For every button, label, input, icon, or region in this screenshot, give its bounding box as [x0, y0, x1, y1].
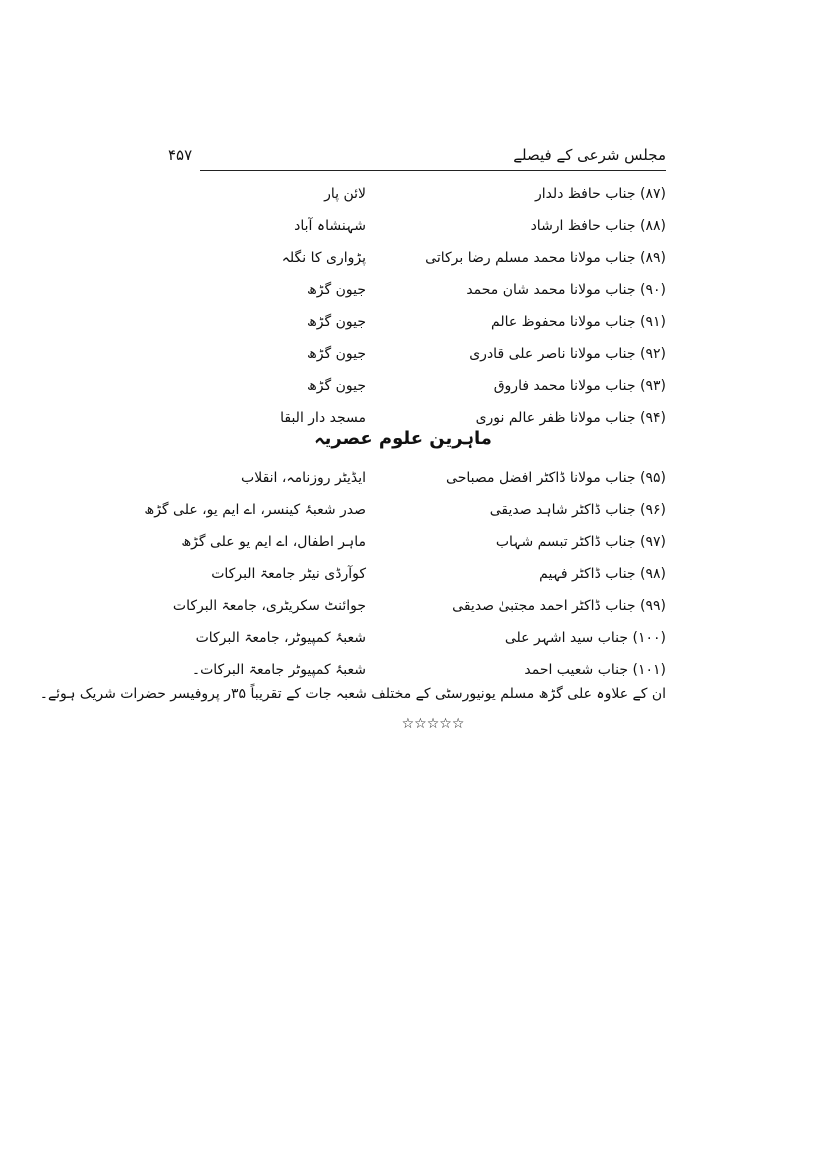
attendee-place: جیون گڑھ [306, 346, 366, 362]
list-item [200, 210, 666, 242]
attendee-name: (۹۵) جناب مولانا ڈاکٹر افضل مصباحی [446, 470, 666, 486]
attendee-name: (۸۷) جناب حافظ دلدار [534, 186, 666, 202]
section-heading: ماہرین علوم عصریہ [314, 428, 492, 449]
list-item [181, 526, 666, 558]
attendee-list-scholars [200, 178, 666, 434]
attendee-name: (۹۰) جناب مولانا محمد شان محمد [466, 282, 666, 298]
attendee-place: شہنشاہ آباد [294, 218, 366, 234]
page-header [168, 146, 666, 172]
list-item [200, 274, 666, 306]
attendee-place: جیون گڑھ [306, 282, 366, 298]
attendee-place: پڑواری کا نگلہ [281, 250, 366, 266]
attendee-name: (۸۹) جناب مولانا محمد مسلم رضا برکاتی [425, 250, 666, 266]
running-title: مجلس شرعی کے فیصلے [513, 146, 666, 164]
attendee-place: ماہر اطفال، اے ایم یو علی گڑھ [181, 534, 366, 550]
attendee-place: شعبۂ کمپیوٹر جامعۃ البرکات۔ [191, 662, 366, 678]
list-item [172, 590, 666, 622]
attendee-name: (۹۱) جناب مولانا محفوظ عالم [491, 314, 666, 330]
attendee-name: (۹۷) جناب ڈاکٹر تبسم شہاب [495, 534, 666, 550]
attendee-list-experts [144, 462, 666, 686]
attendee-name: (۸۸) جناب حافظ ارشاد [530, 218, 666, 234]
list-item [200, 558, 666, 590]
list-item [200, 370, 666, 402]
attendee-name: (۹۸) جناب ڈاکٹر فہیم [539, 566, 666, 582]
page-number: ۴۵۷ [168, 146, 193, 164]
attendee-place: ایڈیٹر روزنامہ، انقلاب [241, 470, 366, 486]
list-item [191, 654, 666, 686]
attendee-place: صدر شعبۂ کینسر، اے ایم یو، علی گڑھ [144, 502, 366, 518]
attendee-place: جوائنٹ سکریٹری، جامعۃ البرکات [172, 598, 366, 614]
attendee-place: مسجد دار البقا [280, 410, 366, 426]
star-divider: ☆☆☆☆☆ [401, 716, 465, 732]
list-item [200, 462, 666, 494]
closing-note: ان کے علاوہ علی گڑھ مسلم یونیورسٹی کے مختلف شعبہ جات کے تقریباً ۳۵ر پروفیسر حضرات شریک ہوئے۔ [39, 686, 666, 702]
attendee-name: (۱۰۰) جناب سید اشہر علی [504, 630, 666, 646]
list-item [200, 242, 666, 274]
attendee-name: (۹۳) جناب مولانا محمد فاروق [493, 378, 666, 394]
list-item [195, 622, 666, 654]
attendee-name: (۱۰۱) جناب شعیب احمد [524, 662, 666, 678]
list-item [144, 494, 666, 526]
attendee-place: شعبۂ کمپیوٹر، جامعۃ البرکات [195, 630, 366, 646]
attendee-place: جیون گڑھ [306, 378, 366, 394]
attendee-name: (۹۹) جناب ڈاکٹر احمد مجتبیٰ صدیقی [452, 598, 666, 614]
attendee-name: (۹۲) جناب مولانا ناصر علی قادری [469, 346, 666, 362]
attendee-name: (۹۴) جناب مولانا ظفر عالم نوری [475, 410, 666, 426]
list-item [200, 306, 666, 338]
list-item [200, 338, 666, 370]
attendee-name: (۹۶) جناب ڈاکٹر شاہد صدیقی [489, 502, 666, 518]
header-rule [200, 170, 666, 171]
attendee-place: جیون گڑھ [306, 314, 366, 330]
attendee-place: کوآرڈی نیٹر جامعۃ البرکات [211, 566, 366, 582]
list-item [200, 178, 666, 210]
attendee-place: لائن پار [324, 186, 366, 202]
